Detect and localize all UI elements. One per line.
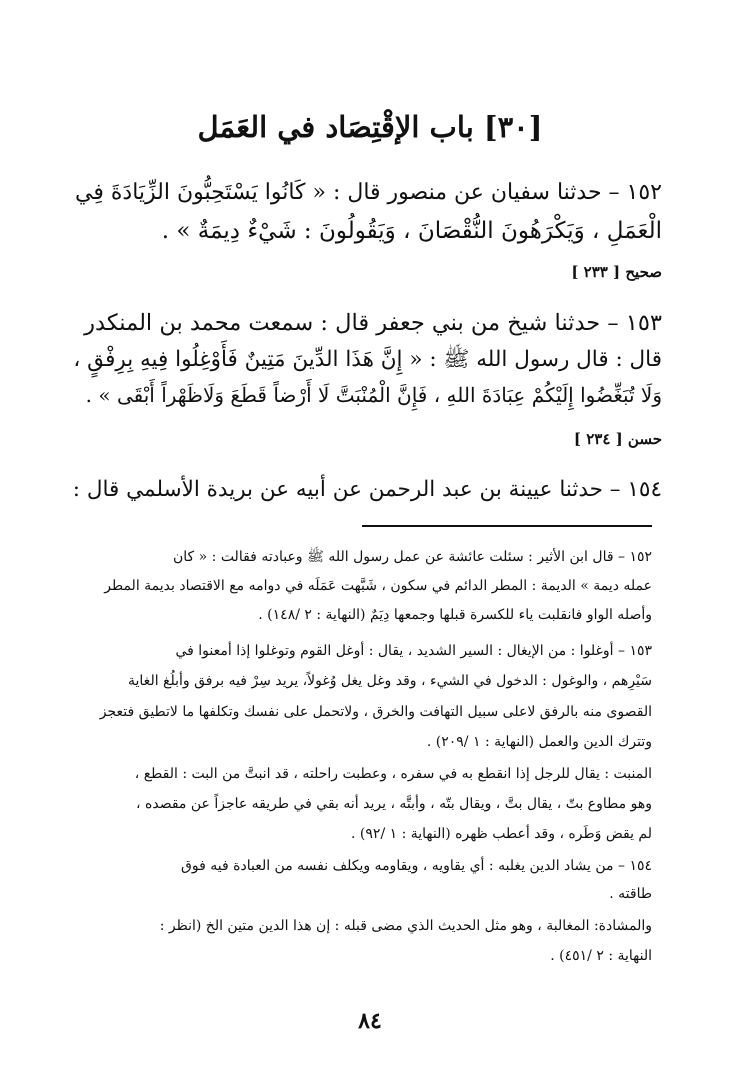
footnote-line: والمشادة: المغالبة ، وهو مثل الحديث الذي مضى قبله : إن هذا الدين متين الخ (انظر : — [159, 918, 652, 934]
page-number: ٨٤ — [358, 1008, 382, 1034]
footnote-line: وهو مطاوع بتّ ، يقال بتَّ ، ويقال بتّه ، وأبتَّه ، يريد أنه بقي في طريقه عاجزاً عن مقصده ، — [136, 796, 652, 812]
hadith-152-line-2: الْعَمَلِ ، وَيَكْرَهُونَ النُّقْصَانَ ، وَيَقُولُونَ : شَيْءٌ دِيمَةٌ » . — [161, 218, 662, 244]
footnote-separator — [362, 525, 652, 527]
footnote-line: النهاية : ٢ /٤٥١) . — [550, 948, 652, 964]
hadith-154-line-1: ١٥٤ – حدثنا عيينة بن عبد الرحمن عن أبيه عن بريدة الأسلمي قال : — [72, 477, 662, 502]
footnote-line: ١٥٣ – أوغلوا : من الإيغال : السير الشديد ، يقال : أوغل القوم وتوغلوا إذا أمعنوا في — [175, 643, 652, 659]
chapter-title: [٣٠] باب الإقْتِصَاد في العَمَل — [197, 110, 543, 144]
footnote-line: لم يقض وَطَره ، وقد أعطب ظهره (النهاية : ١ /٩٢) . — [351, 826, 652, 842]
footnote-line: القصوى منه بالرفق لاعلى سبيل التهافت والخرق ، ولاتحمل على نفسك وتكلفها ما لاتطيق فتعجز — [99, 704, 652, 720]
footnote-line: سَيْرِهم ، والوغول : الدخول في الشيء ، وقد وغل يغل وُغولاً، يريد سِرْ فيه برفق وأبلُغ الغاية — [128, 673, 652, 689]
footnote-line: ١٥٤ – من يشاد الدين يغلبه : أي يقاويه ، ويقاومه ويكلف نفسه من العبادة فيه فوق — [181, 858, 652, 874]
footnote-line: المنبت : يقال للرجل إذا انقطع به في سفره ، وعطبت راحلته ، قد انبتَّ من البت : القطع ، — [134, 766, 652, 782]
footnote-line: وأصله الواو فانقلبت ياء للكسرة قبلها وجمعها دِيَمٌ (النهاية : ٢ /١٤٨) . — [258, 607, 652, 623]
footnote-line: عمله ديمة » الديمة : المطر الدائم في سكون ، شَبَّهت عَمَلَه في دوامه مع الاقتصاد بديمة المطر — [104, 578, 652, 594]
hadith-153-line-1: ١٥٣ – حدثنا شيخ من بني جعفر قال : سمعت محمد بن المنكدر — [84, 310, 662, 336]
hadith-152-line-1: ١٥٢ – حدثنا سفيان عن منصور قال : « كَانُوا يَسْتَحِبُّونَ الزِّيَادَةَ فِي — [75, 180, 662, 205]
footnote-line: طاقته . — [609, 886, 652, 902]
footnote-line: ١٥٢ – قال ابن الأثير : سئلت عائشة عن عمل رسول الله ﷺ وعبادته فقالت : « كان — [172, 549, 652, 565]
hadith-152-grade: صحيح [ ٢٣٣ ] — [571, 263, 662, 281]
hadith-153-line-3: وَلَا تُبَغِّضُوا إِلَيْكُمْ عِبَادَةَ اللهِ ، فَإِنَّ الْمُنْبَتَّ لَا أَرْضاً قَطَعَ وَلَاظَهْراً أَبْقَى » . — [85, 383, 662, 407]
hadith-153-grade: حسن [ ٢٣٤ ] — [573, 430, 662, 448]
hadith-153-line-2: قال : قال رسول الله ﷺ : « إِنَّ هَذَا الدِّينَ مَتِينٌ فَأَوْغِلُوا فِيهِ بِرِفْقٍ ، — [73, 347, 662, 372]
footnote-line: وتترك الدين والعمل (النهاية : ١ /٢٠٩) . — [426, 734, 652, 750]
